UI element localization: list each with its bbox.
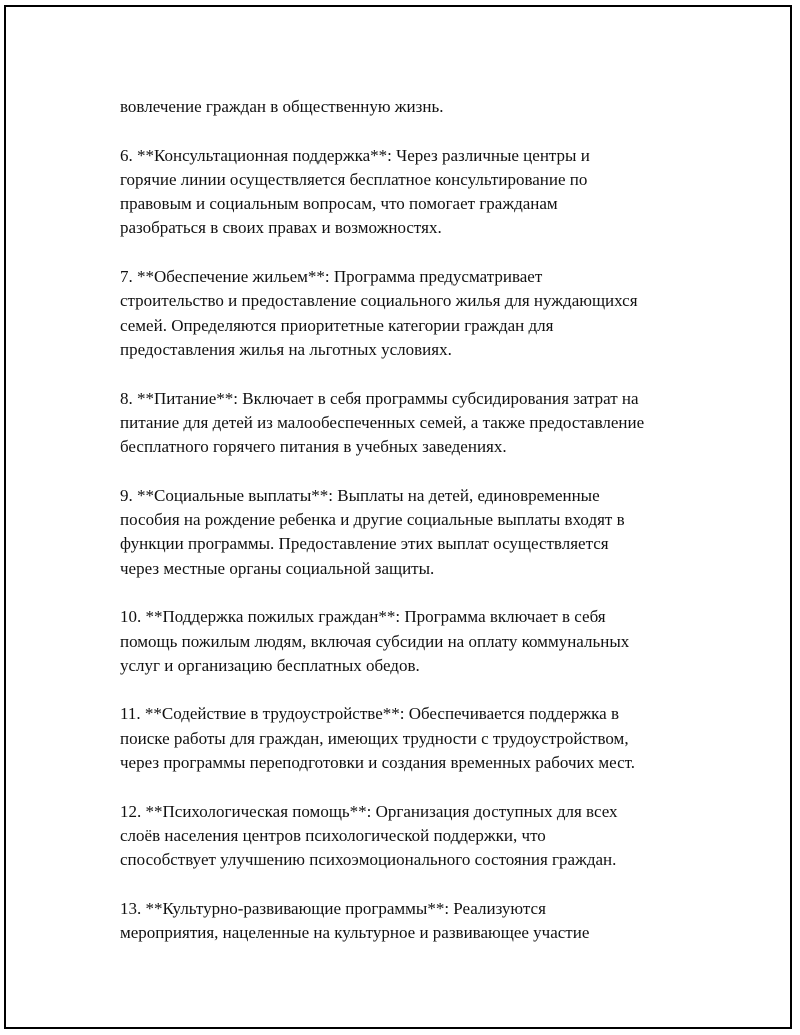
document-body — [120, 95, 700, 970]
document-page — [4, 5, 792, 1029]
paragraph-item-10: 10. **Поддержка пожилых граждан**: Программа включает в себя помощь пожилым людям, включая субсидии на оплату коммунальных услуг и организацию бесплатных обедов. — [120, 607, 630, 675]
paragraph-item-13: 13. **Культурно-развивающие программы**: Реализуются мероприятия, нацеленные на культурное и развивающее участие — [120, 898, 590, 943]
paragraph-item-11: 11. **Содействие в трудоустройстве**: Обеспечивается поддержка в поиске работы для граждан, имеющих трудности с трудоустройством, через программы переподготовки и создания временных рабочих мест. — [120, 704, 636, 773]
paragraph-item-6: 6. **Консультационная поддержка**: Через различные центры и горячие линии осуществляется бесплатное консультирование по правовым и социальным вопросам, что помогает гражданам разобраться в своих правах и возможностях. — [120, 145, 590, 238]
paragraph-continuation: вовлечение граждан в общественную жизнь. — [120, 97, 444, 116]
paragraph-item-12: 12. **Психологическая помощь**: Организация доступных для всех слоёв населения центров психологической поддержки, что способствует улучшению психоэмоционального состояния граждан. — [120, 801, 618, 870]
paragraph-item-9: 9. **Социальные выплаты**: Выплаты на детей, единовременные пособия на рождение ребенка и другие социальные выплаты входят в функции программы. Предоставление этих выплат осуществляется через местные органы социальной защиты. — [120, 485, 625, 578]
paragraph-item-8: 8. **Питание**: Включает в себя программы субсидирования затрат на питание для детей из малообеспеченных семей, а также предоставление бесплатного горячего питания в учебных заведениях. — [120, 388, 645, 457]
paragraph-item-7: 7. **Обеспечение жильем**: Программа предусматривает строительство и предоставление социального жилья для нуждающихся семей. Определяются приоритетные категории граждан для предоставления жилья на льготных условиях. — [120, 267, 638, 359]
